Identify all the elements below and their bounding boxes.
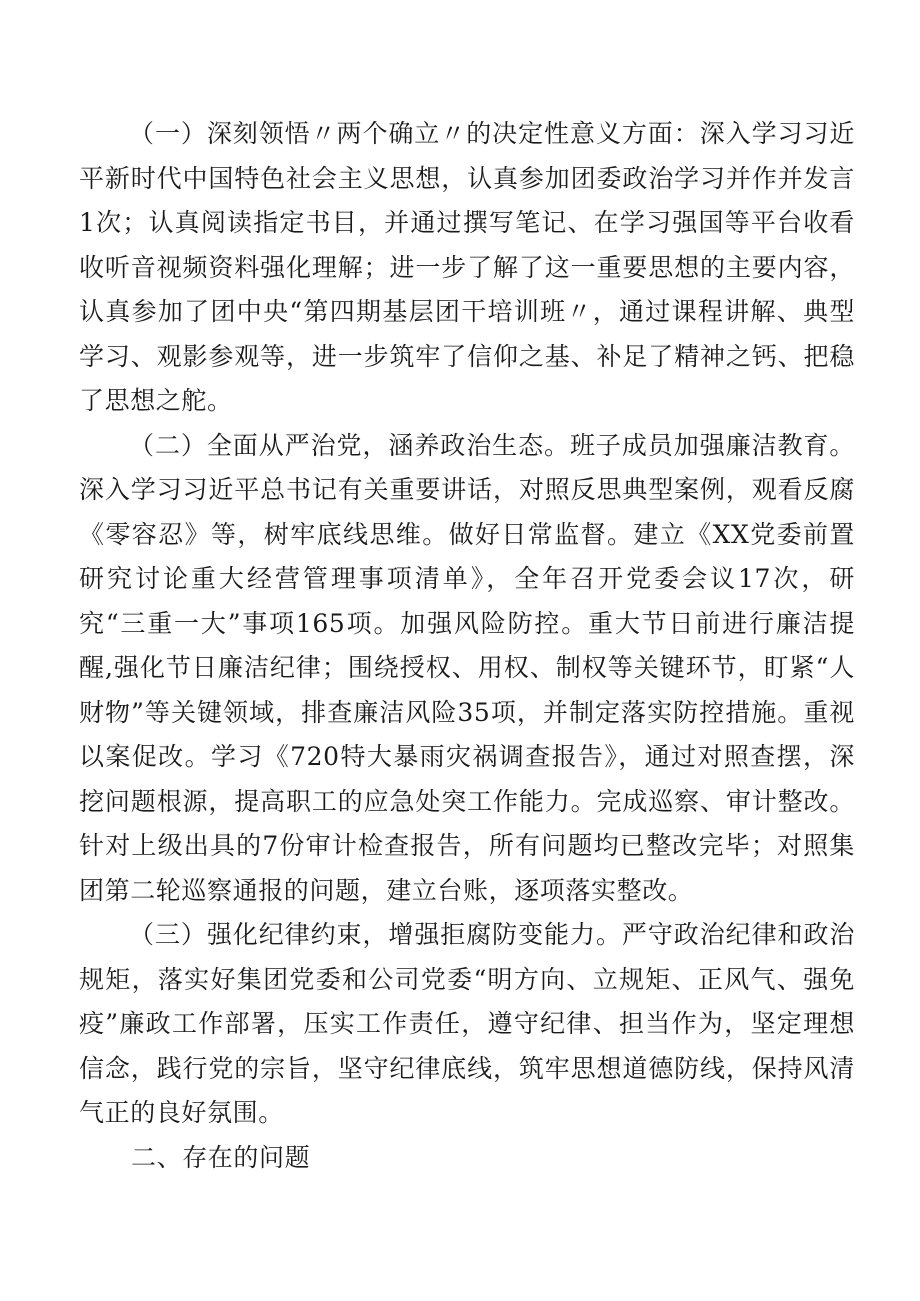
paragraph-3: （三）强化纪律约束，增强拒腐防变能力。严守政治纪律和政治规矩，落实好集团党委和公司党委“明方向、立规矩、正风气、强免疫”廉政工作部署，压实工作责任，遵守纪律、担当作为，坚定理想信念，践行党的宗旨，坚守纪律底线，筑牢思想道德防线，保持风清气正的良好氛围。	[79, 920, 855, 1127]
section-heading: 二、存在的问题	[131, 1142, 311, 1172]
paragraph-1: （一）深刻领悟〃两个确立〃的决定性意义方面：深入学习习近平新时代中国特色社会主义思想，认真参加团委政治学习并作并发言1次；认真阅读指定书目，并通过撰写笔记、在学习强国等平台收看收听音视频资料强化理解；进一步了解了这一重要思想的主要内容，认真参加了团中央“第四期基层团干培训班〃，通过课程讲解、典型学习、观影参观等，进一步筑牢了信仰之基、补足了精神之钙、把稳了思想之舵。	[79, 119, 855, 415]
paragraph-2: （二）全面从严治党，涵养政治生态。班子成员加强廉洁教育。深入学习习近平总书记有关重要讲话，对照反思典型案例，观看反腐《零容忍》等，树牢底线思维。做好日常监督。建立《XX党委前置研究讨论重大经营管理事项清单》，全年召开党委会议17次，研究“三重一大”事项165项。加强风险防控。重大节日前进行廉洁提醒,强化节日廉洁纪律；围绕授权、用权、制权等关键环节，盯紧“人财物”等关键领域，排查廉洁风险35项，并制定落实防控措施。重视以案促改。学习《720特大暴雨灾祸调查报告》，通过对照查摆，深挖问题根源，提高职工的应急处突工作能力。完成巡察、审计整改。针对上级出具的7份审计检查报告，所有问题均已整改完毕；对照集团第二轮巡察通报的问题，建立台账，逐项落实整改。	[79, 430, 855, 905]
document-body	[79, 112, 855, 1180]
